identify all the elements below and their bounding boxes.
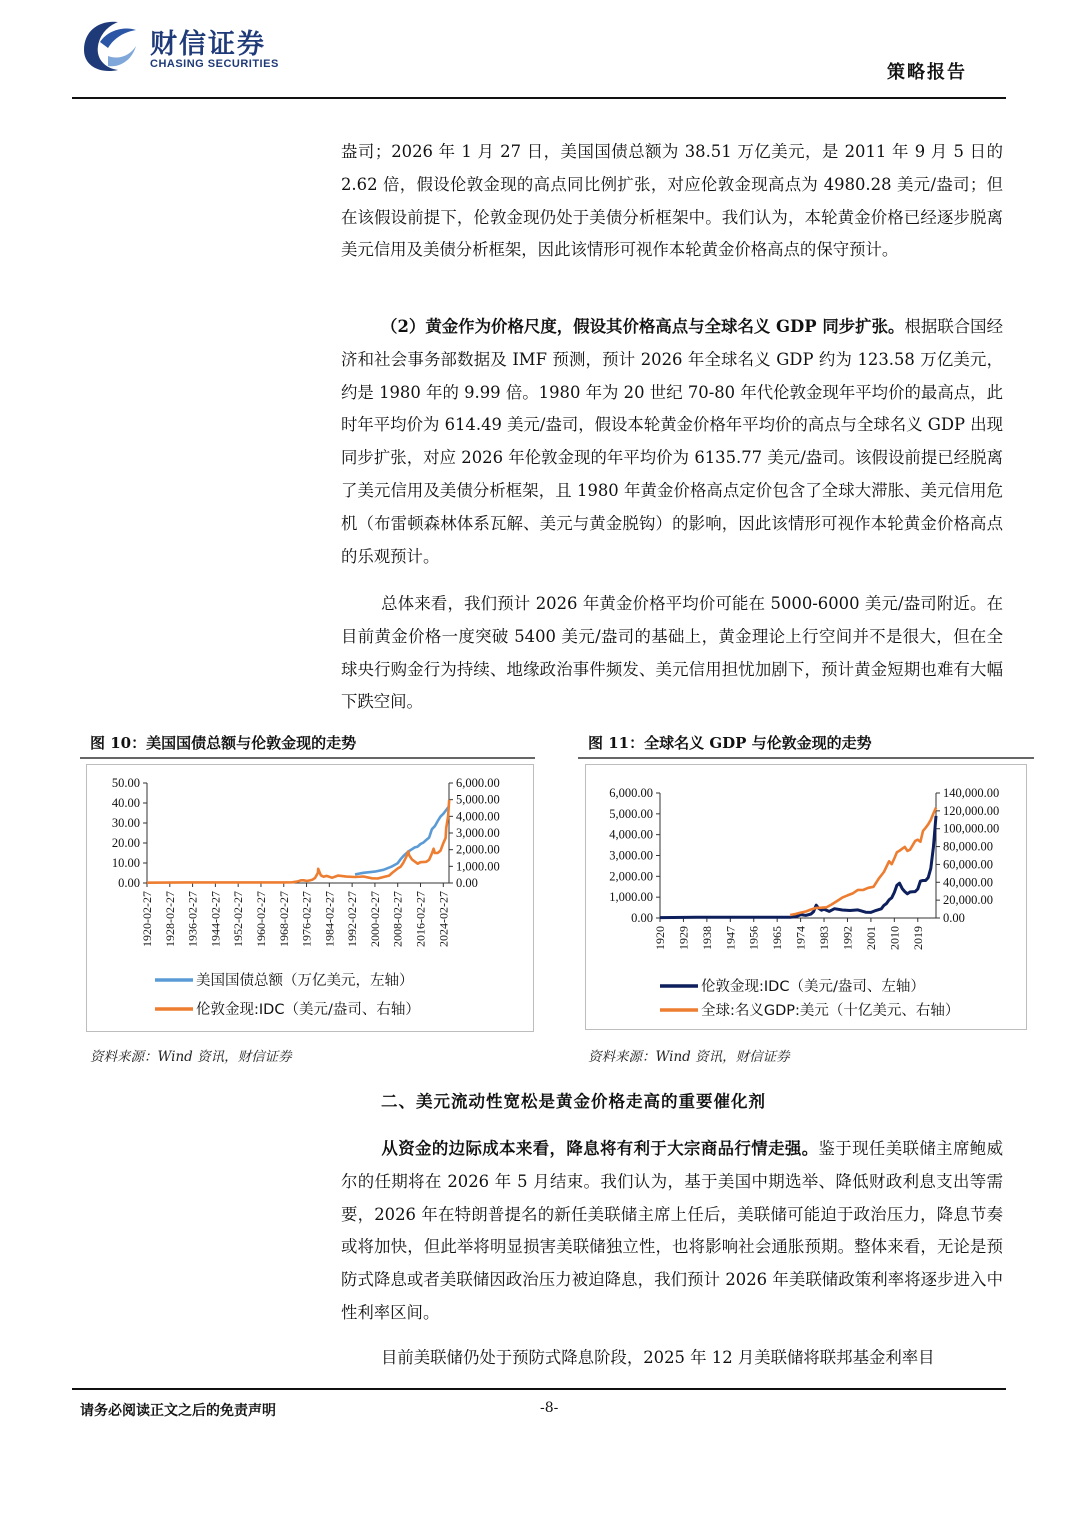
x-axis-tick-label: 1976-02-27: [299, 891, 314, 947]
x-axis-tick-label: 1974: [793, 926, 808, 950]
right-axis-tick-label: 5,000.00: [456, 792, 500, 807]
left-axis-tick-label: 10.00: [111, 856, 140, 870]
x-axis-tick-label: 2000-02-27: [367, 891, 382, 947]
left-axis-tick-label: 30.00: [111, 816, 140, 830]
left-axis-tick-label: 6,000.00: [609, 786, 653, 800]
paragraph-5-text: 目前美联储仍处于预防式降息阶段，2025 年 12 月美联储将联邦基金利率目: [381, 1348, 935, 1367]
figure-10-title: 图 10：美国国债总额与伦敦金现的走势: [90, 734, 357, 752]
left-axis-tick-label: 2,000.00: [609, 869, 653, 884]
right-axis-tick-label: 80,000.00: [943, 839, 993, 854]
footer-divider: [72, 1388, 1006, 1390]
legend-label-1: 伦敦金现:IDC（美元/盎司、左轴）: [701, 979, 925, 995]
left-axis-tick-label: 4,000.00: [609, 827, 653, 842]
x-axis-tick-label: 1983: [817, 926, 832, 950]
paragraph-4-lead: 从资金的边际成本来看，降息将有利于大宗商品行情走强。: [381, 1139, 819, 1158]
paragraph-5: [341, 1342, 1003, 1375]
left-axis-tick-label: 1,000.00: [609, 890, 653, 905]
x-axis-tick-label: 2024-02-27: [436, 891, 451, 947]
series-line-2: [790, 808, 936, 915]
right-axis-tick-label: 100,000.00: [943, 821, 1000, 836]
right-axis-tick-label: 60,000.00: [943, 857, 993, 872]
x-axis-tick-label: 2001: [863, 926, 878, 950]
figure-11-title-rule: [578, 757, 1034, 759]
left-axis-tick-label: 0.00: [118, 876, 140, 890]
brand-name-cn: 财信证券: [150, 29, 266, 60]
x-axis-tick-label: 2019: [910, 926, 925, 950]
x-axis-tick-label: 2016-02-27: [413, 891, 428, 947]
figure-11-source: 资料来源：Wind 资讯，财信证券: [588, 1049, 790, 1065]
x-axis-tick-label: 1952-02-27: [231, 891, 246, 947]
series-line-2: [147, 800, 449, 883]
x-axis-tick-label: 1920-02-27: [140, 891, 154, 947]
x-axis-tick-label: 1956: [746, 926, 761, 950]
x-axis-tick-label: 1938: [699, 926, 714, 950]
right-axis-tick-label: 20,000.00: [943, 893, 993, 908]
report-type: 策略报告: [887, 62, 967, 83]
x-axis-tick-label: 1960-02-27: [253, 891, 268, 947]
right-axis-tick-label: 6,000.00: [456, 776, 500, 790]
paragraph-1: [341, 136, 1003, 267]
x-axis-tick-label: 1928-02-27: [162, 891, 177, 947]
paragraph-3-text: 总体来看，我们预计 2026 年黄金价格平均价可能在 5000-6000 美元/盎司附近。在目前黄金价格一度突破 5400 美元/盎司的基础上，黄金理论上行空间并不是很大，但在全球央行购金行为持续、地缘政治事件频发、美元信用担忧加剧下，预计黄金短期也难有大幅下跌空间。: [341, 594, 1003, 712]
right-axis-tick-label: 3,000.00: [456, 826, 500, 840]
right-axis-tick-label: 4,000.00: [456, 809, 500, 824]
right-axis-tick-label: 40,000.00: [943, 875, 993, 890]
left-axis-tick-label: 50.00: [111, 776, 140, 790]
figure-11-title: 图 11：全球名义 GDP 与伦敦金现的走势: [588, 734, 872, 752]
x-axis-tick-label: 1992: [840, 926, 855, 950]
right-axis-tick-label: 140,000.00: [943, 786, 1000, 800]
figure-10-title-rule: [80, 757, 535, 759]
figure-10-chart: [87, 765, 533, 1031]
x-axis-tick-label: 1984-02-27: [322, 891, 337, 947]
paragraph-3: [341, 588, 1003, 719]
x-axis-tick-label: 1944-02-27: [208, 891, 223, 947]
paragraph-2-lead: （2）黄金作为价格尺度，假设其价格高点与全球名义 GDP 同步扩张。: [381, 317, 905, 336]
paragraph-2: [341, 311, 1003, 573]
x-axis-tick-label: 1947: [723, 926, 738, 950]
x-axis-tick-label: 1992-02-27: [345, 891, 360, 947]
x-axis-tick-label: 1929: [676, 926, 691, 950]
x-axis-tick-label: 1920: [653, 926, 667, 950]
right-axis-tick-label: 0.00: [456, 876, 478, 890]
left-axis-tick-label: 20.00: [111, 836, 140, 850]
right-axis-tick-label: 2,000.00: [456, 842, 500, 857]
paragraph-1-text: 盎司；2026 年 1 月 27 日，美国国债总额为 38.51 万亿美元，是 2011 年 9 月 5 日的 2.62 倍，假设伦敦金现的高点同比例扩张，对应伦敦金现高点为 4980.28 美元/盎司；但在该假设前提下，伦敦金现仍处于美债分析框架中。我们认为，本轮黄金价格已经逐步脱离美元信用及美债分析框架，因此该情形可视作本轮黄金价格高点的保守预计。: [341, 142, 1003, 260]
left-axis-tick-label: 3,000.00: [609, 848, 653, 863]
right-axis-tick-label: 0.00: [943, 911, 965, 925]
paragraph-4-body: 鉴于现任美联储主席鲍威尔的任期将在 2026 年 5 月结束。我们认为，基于美国中期选举、降低财政利息支出等需要，2026 年在特朗普提名的新任美联储主席上任后，美联储可能迫于政治压力，降息节奏或将加快，但此举将明显损害美联储独立性，也将影响社会通胀预期。整体来看，无论是预防式降息或者美联储因政治压力被迫降息，我们预计 2026 年美联储政策利率将逐步进入中性利率区间。: [341, 1139, 1003, 1322]
x-axis-tick-label: 1965: [770, 926, 785, 950]
figure-10-frame: [86, 764, 534, 1032]
legend-label-1: 美国国债总额（万亿美元，左轴）: [196, 973, 414, 989]
figure-11-chart: [586, 765, 1026, 1029]
legend-label-2: 伦敦金现:IDC（美元/盎司、右轴）: [196, 1002, 420, 1018]
series-line-1: [660, 816, 936, 918]
left-axis-tick-label: 0.00: [631, 911, 653, 925]
x-axis-tick-label: 1936-02-27: [185, 891, 200, 947]
left-axis-tick-label: 5,000.00: [609, 806, 653, 821]
section-2-heading: 二、美元流动性宽松是黄金价格走高的重要催化剂: [381, 1092, 766, 1111]
x-axis-tick-label: 2010: [887, 926, 902, 950]
page-header: [0, 0, 1080, 100]
disclaimer-note: 请务必阅读正文之后的免责声明: [80, 1403, 276, 1419]
brand-name-en: CHASING SECURITIES: [150, 58, 279, 70]
header-divider: [72, 97, 1006, 99]
page-number: -8-: [540, 1400, 559, 1416]
left-axis-tick-label: 40.00: [111, 796, 140, 810]
company-logo-icon: [78, 16, 140, 78]
x-axis-tick-label: 1968-02-27: [276, 891, 291, 947]
x-axis-tick-label: 2008-02-27: [390, 891, 405, 947]
figure-10-source: 资料来源：Wind 资讯，财信证券: [90, 1049, 292, 1065]
legend-label-2: 全球:名义GDP:美元（十亿美元、右轴）: [701, 1003, 960, 1019]
figure-11-frame: [585, 764, 1027, 1030]
right-axis-tick-label: 120,000.00: [943, 803, 1000, 818]
paragraph-2-body: 根据联合国经济和社会事务部数据及 IMF 预测，预计 2026 年全球名义 GDP 约为 123.58 万亿美元，约是 1980 年的 9.99 倍。1980 年为 20 世纪 70-80 年代伦敦金现年平均价的最高点，此时年平均价为 614.49 美元/盎司，假设本轮黄金价格年平均价的高点与全球名义 GDP 出现同步扩张，对应 2026 年伦敦金现的年平均价为 6135.77 美元/盎司。该假设前提已经脱离了美元信用及美债分析框架，且 1980 年黄金价格高点定价包含了全球大滞胀、美元信用危机（布雷顿森林体系瓦解、美元与黄金脱钩）的影响，因此该情形可视作本轮黄金价格高点的乐观预计。: [341, 317, 1003, 566]
paragraph-4: [341, 1133, 1003, 1330]
right-axis-tick-label: 1,000.00: [456, 859, 500, 874]
